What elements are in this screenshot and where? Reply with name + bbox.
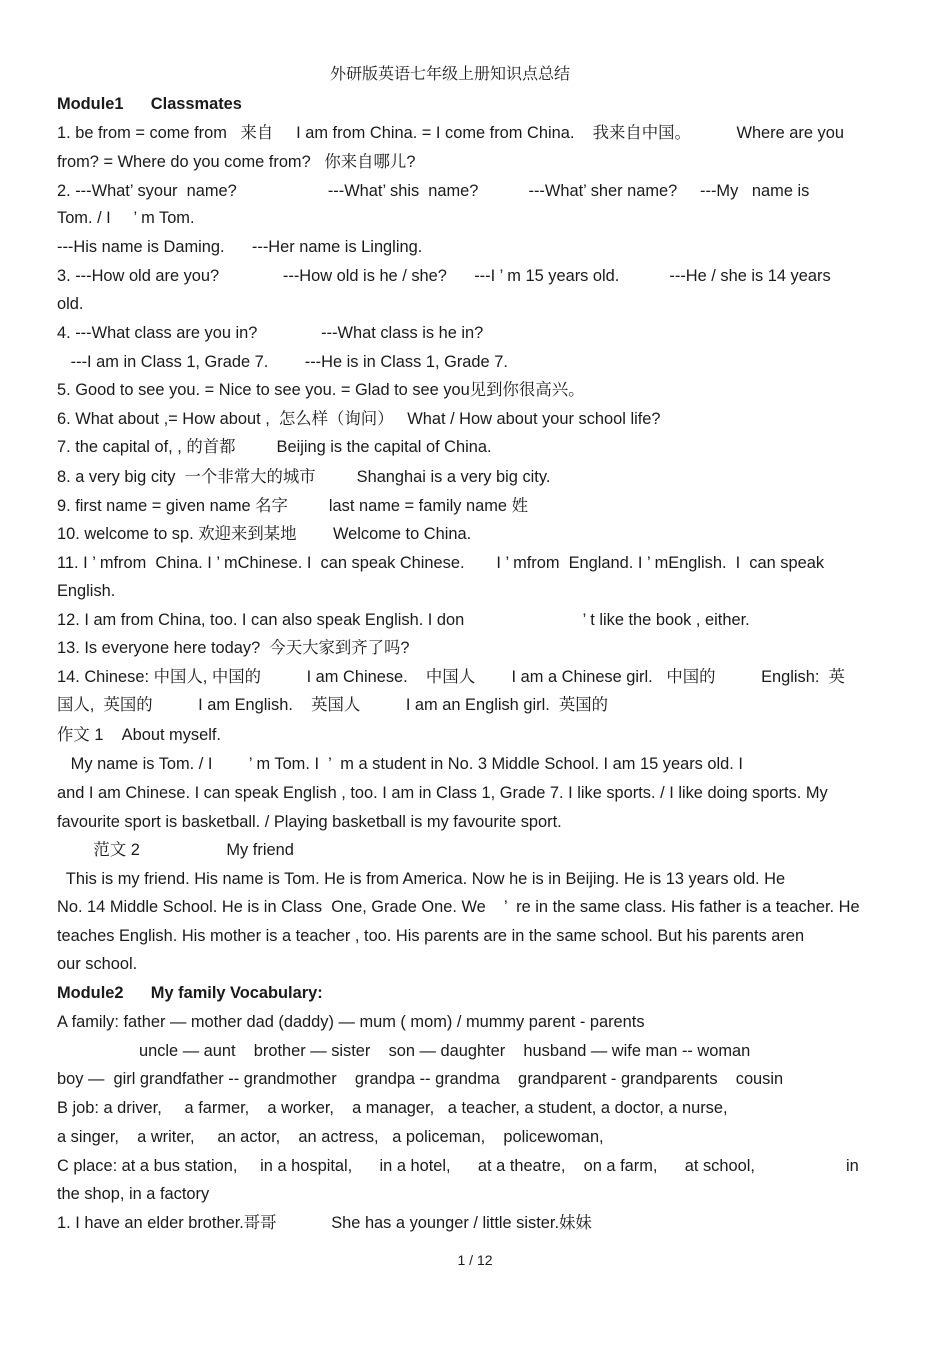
text-line: B job: a driver, a farmer, a worker, a manager, a teacher, a student, a doctor, a nurse, — [57, 1099, 728, 1117]
text-line: ---I am in Class 1, Grade 7. ---He is in Class 1, Grade 7. — [57, 353, 508, 371]
module2-heading: Module2 My family Vocabulary: — [57, 984, 323, 1002]
text-line: Tom. / I ’ m Tom. — [57, 209, 195, 227]
text-line: 1. I have an elder brother.哥哥 She has a younger / little sister.妹妹 — [57, 1214, 592, 1232]
text-line: our school. — [57, 955, 138, 973]
text-line: 12. I am from China, too. I can also speak English. I don ’ t like the book , either. — [57, 611, 750, 629]
text-line: old. — [57, 295, 84, 313]
text-line: 10. welcome to sp. 欢迎来到某地 Welcome to China. — [57, 525, 472, 543]
text-line: 4. ---What class are you in? ---What class is he in? — [57, 324, 484, 342]
text-line: favourite sport is basketball. / Playing basketball is my favourite sport. — [57, 813, 562, 831]
text-line: 8. a very big city 一个非常大的城市 Shanghai is a very big city. — [57, 468, 551, 486]
text-line: boy — girl grandfather -- grandmother grandpa -- grandma grandparent - grandparents cousin — [57, 1070, 784, 1088]
text-line: 5. Good to see you. = Nice to see you. = Glad to see you见到你很高兴。 — [57, 381, 585, 399]
text-line: This is my friend. His name is Tom. He is from America. Now he is in Beijing. He is 13 years old. He — [57, 870, 786, 888]
module1-heading: Module1 Classmates — [57, 95, 242, 113]
text-line: and I am Chinese. I can speak English , too. I am in Class 1, Grade 7. I like sports. / I like doing sports. My — [57, 784, 828, 802]
text-line: 7. the capital of, , 的首都 Beijing is the capital of China. — [57, 438, 492, 456]
text-line: 13. Is everyone here today? 今天大家到齐了吗? — [57, 639, 410, 657]
text-line: teaches English. His mother is a teacher , too. His parents are in the same school. But his parents aren — [57, 927, 805, 945]
page-number: 1 / 12 — [457, 1252, 493, 1268]
text-line: 11. I ’ mfrom China. I ’ mChinese. I can speak Chinese. I ’ mfrom England. I ’ mEnglish. I can speak — [57, 554, 825, 572]
text-line: No. 14 Middle School. He is in Class One, Grade One. We ’ re in the same class. His father is a teacher. He — [57, 898, 860, 916]
text-line: 6. What about ,= How about , 怎么样（询问） What / How about your school life? — [57, 410, 661, 428]
text-line: ---His name is Daming. ---Her name is Lingling. — [57, 238, 423, 256]
text-line: English. — [57, 582, 116, 600]
text-line: 9. first name = given name 名字 last name = family name 姓 — [57, 497, 528, 515]
text-line: 14. Chinese: 中国人, 中国的 I am Chinese. 中国人 I am a Chinese girl. 中国的 English: 英 — [57, 668, 845, 686]
text-line: 国人, 英国的 I am English. 英国人 I am an English girl. 英国的 — [57, 696, 609, 714]
text-line: 1. be from = come from 来自 I am from China. = I come from China. 我来自中国。 Where are you — [57, 124, 844, 142]
text-line: 2. ---What’ syour name? ---What’ shis name? ---What’ sher name? ---My name is — [57, 182, 810, 200]
text-line: C place: at a bus station, in a hospital, in a hotel, at a theatre, on a farm, at school, in — [57, 1157, 859, 1175]
text-line: 3. ---How old are you? ---How old is he / she? ---I ’ m 15 years old. ---He / she is 14 years — [57, 267, 831, 285]
essay1-heading: 作文 1 About myself. — [57, 726, 221, 744]
text-line: from? = Where do you come from? 你来自哪儿? — [57, 153, 416, 171]
text-line: A family: father — mother dad (daddy) — mum ( mom) / mummy parent - parents — [57, 1013, 645, 1031]
text-line: a singer, a writer, an actor, an actress, a policeman, policewoman, — [57, 1128, 604, 1146]
text-line: uncle — aunt brother — sister son — daughter husband — wife man -- woman — [57, 1042, 751, 1060]
document-title: 外研版英语七年级上册知识点总结 — [330, 64, 571, 83]
essay2-heading: 范文 2 My friend — [57, 841, 294, 859]
text-line: the shop, in a factory — [57, 1185, 210, 1203]
text-line: My name is Tom. / I ’ m Tom. I ’ m a student in No. 3 Middle School. I am 15 years old. I — [57, 755, 743, 773]
